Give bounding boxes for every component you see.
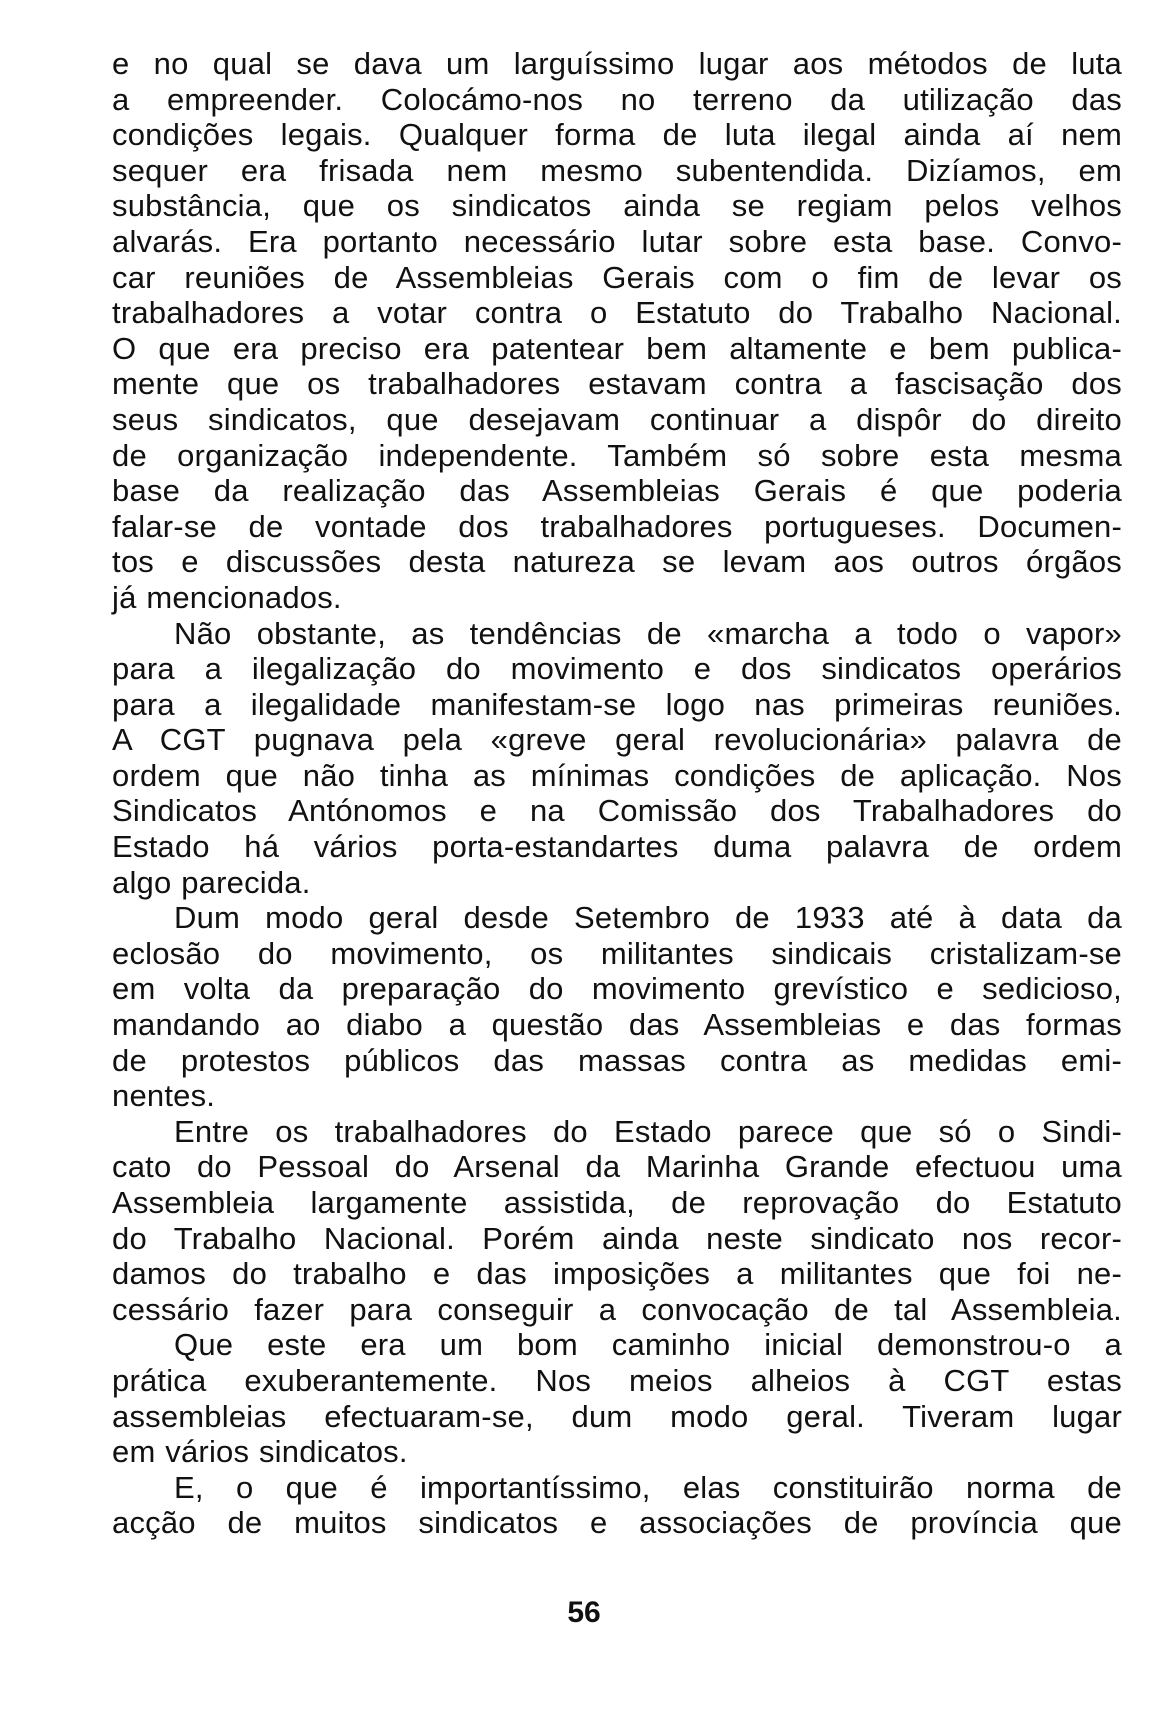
text-line: mandando ao diabo a questão das Assembleias e das formas	[112, 1007, 1122, 1043]
text-line: em vários sindicatos.	[112, 1434, 408, 1470]
text-line: cessário fazer para conseguir a convocação de tal Assembleia.	[112, 1291, 1122, 1327]
text-line: sequer era frisada nem mesmo subentendida. Dizíamos, em	[112, 152, 1122, 188]
text-line: eclosão do movimento, os militantes sindicais cristalizam-se	[112, 935, 1122, 971]
text-line: Entre os trabalhadores do Estado parece que só o Sindi-	[174, 1113, 1122, 1149]
text-line: em volta da preparação do movimento grevístico e sedicioso,	[112, 971, 1122, 1007]
text-line: Estado há vários porta-estandartes duma palavra de ordem	[112, 829, 1122, 865]
text-line: e no qual se dava um larguíssimo lugar aos métodos de luta	[112, 46, 1122, 81]
text-line: assembleias efectuaram-se, dum modo geral. Tiveram lugar	[112, 1398, 1122, 1434]
text-line: damos do trabalho e das imposições a militantes que foi ne-	[112, 1256, 1122, 1292]
text-line: a empreender. Colocámo-nos no terreno da utilização das	[112, 81, 1122, 117]
text-line: car reuniões de Assembleias Gerais com o fim de levar os	[112, 259, 1122, 295]
text-line: do Trabalho Nacional. Porém ainda neste sindicato nos recor-	[112, 1220, 1122, 1256]
text-line: falar-se de vontade dos trabalhadores portugueses. Documen-	[112, 508, 1122, 544]
text-line: Dum modo geral desde Setembro de 1933 até à data da	[174, 900, 1122, 936]
text-line: prática exuberantemente. Nos meios alheios à CGT estas	[112, 1362, 1122, 1398]
text-line: de protestos públicos das massas contra as medidas emi-	[112, 1042, 1122, 1078]
text-line: seus sindicatos, que desejavam continuar a dispôr do direito	[112, 401, 1122, 437]
text-line: O que era preciso era patentear bem altamente e bem publica-	[112, 330, 1122, 366]
page-number: 56	[567, 1596, 601, 1629]
text-line: algo parecida.	[112, 864, 311, 900]
text-line: ordem que não tinha as mínimas condições de aplicação. Nos	[112, 757, 1122, 793]
text-line: substância, que os sindicatos ainda se regiam pelos velhos	[112, 188, 1122, 224]
text-line: mente que os trabalhadores estavam contra a fascisação dos	[112, 366, 1122, 402]
text-line: Não obstante, as tendências de «marcha a todo o vapor»	[174, 615, 1122, 651]
text-line: acção de muitos sindicatos e associações de província que	[112, 1505, 1122, 1541]
text-line: alvarás. Era portanto necessário lutar sobre esta base. Convo-	[112, 223, 1122, 259]
text-line: Que este era um bom caminho inicial demonstrou-o a	[174, 1327, 1122, 1363]
text-line: Sindicatos Antónomos e na Comissão dos Trabalhadores do	[112, 793, 1122, 829]
body-text	[112, 46, 1122, 1541]
text-line: de organização independente. Também só sobre esta mesma	[112, 437, 1122, 473]
text-line: tos e discussões desta natureza se levam aos outros órgãos	[112, 544, 1122, 580]
text-line: para a ilegalidade manifestam-se logo nas primeiras reuniões.	[112, 686, 1122, 722]
text-line: para a ilegalização do movimento e dos sindicatos operários	[112, 651, 1122, 687]
text-line: base da realização das Assembleias Gerais é que poderia	[112, 473, 1122, 509]
text-line: E, o que é importantíssimo, elas constituirão norma de	[174, 1469, 1122, 1505]
text-line: condições legais. Qualquer forma de luta ilegal ainda aí nem	[112, 117, 1122, 153]
text-line: já mencionados.	[112, 579, 342, 615]
text-line: A CGT pugnava pela «greve geral revolucionária» palavra de	[112, 722, 1122, 758]
text-line: cato do Pessoal do Arsenal da Marinha Grande efectuou uma	[112, 1149, 1122, 1185]
text-line: trabalhadores a votar contra o Estatuto do Trabalho Nacional.	[112, 295, 1122, 331]
text-line: nentes.	[112, 1078, 216, 1114]
text-line: Assembleia largamente assistida, de reprovação do Estatuto	[112, 1185, 1122, 1220]
